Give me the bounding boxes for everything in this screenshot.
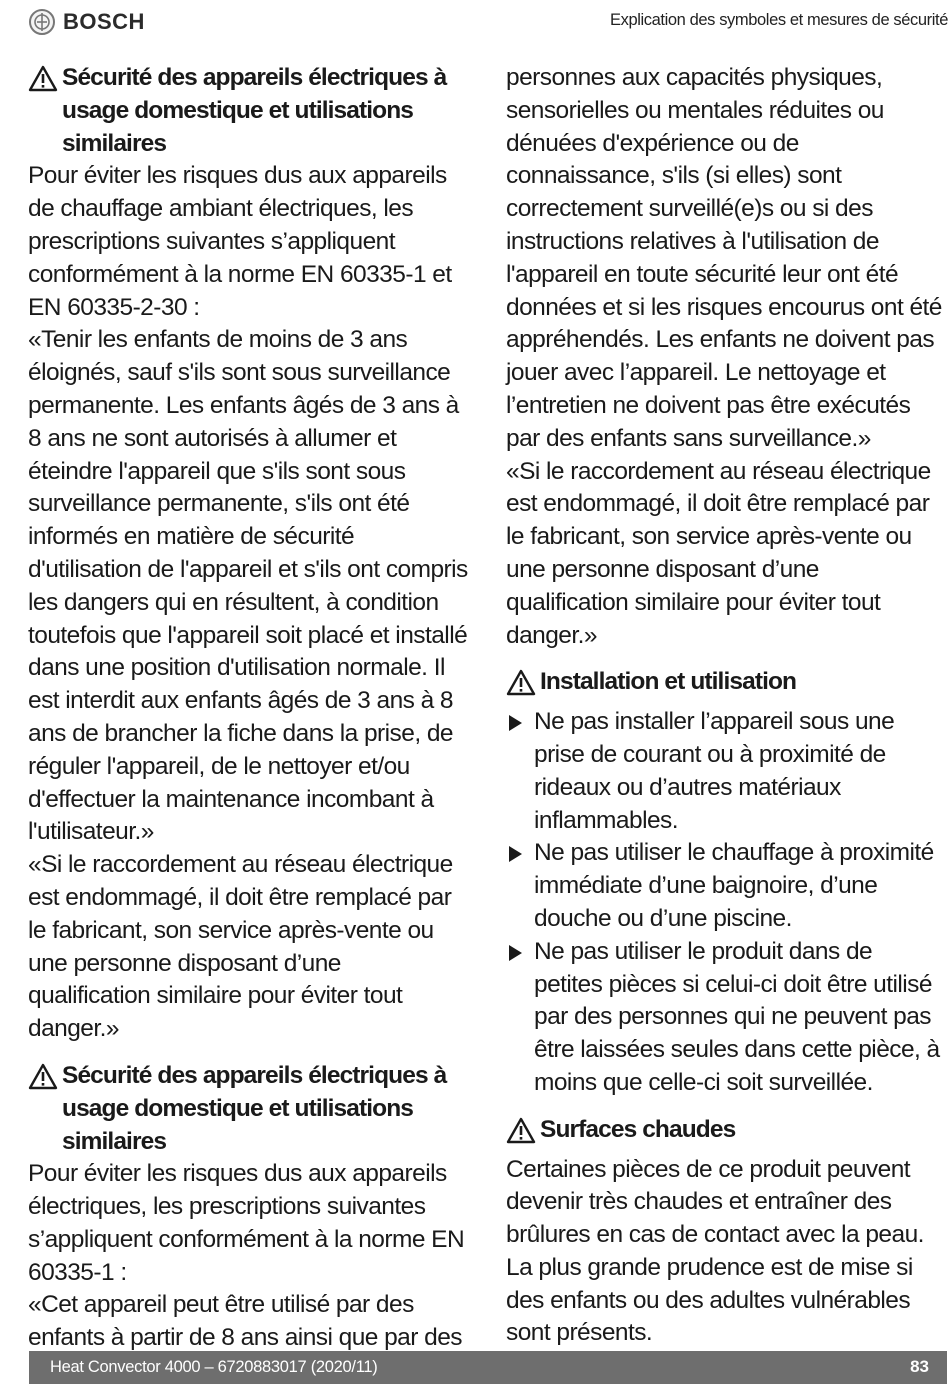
- section-electrical-safety-2: [28, 1060, 468, 1355]
- footer-document-info: Heat Convector 4000 – 6720883017 (2020/11): [50, 1358, 378, 1376]
- paragraph: Certaines pièces de ce produit peuvent devenir très chaudes et entraîner des brûlures en cas de contact avec la peau. La plus grande prudence est de mise si des enfants ou des adultes vulnérables sont présents.: [506, 1155, 924, 1347]
- page-footer: [29, 1351, 947, 1384]
- paragraph: «Cet appareil peut être utilisé par des enfants à partir de 8 ans ainsi que par des: [28, 1291, 462, 1352]
- list-item-text: Ne pas utiliser le chauffage à proximité immédiate d’une baignoire, d’une douche ou d’une piscine.: [534, 839, 934, 932]
- paragraph: personnes aux capacités physiques, sensorielles ou mentales réduites ou dénuées d'expérience ou de connaissance, s'ils (si elles) sont correctement surveillé(e)s ou si des instructions relatives à l'utilisation de l'appareil en toute sécurité leur ont été données et si les risques encourus ont été appréhendés. Les enfants ne doivent pas jouer avec l’appareil. Le nettoyage et l’entretien ne doivent pas être exécutés par des enfants sans surveillance.»: [506, 64, 942, 452]
- warning-triangle-icon: [506, 666, 540, 706]
- brand-logo: [29, 7, 145, 37]
- paragraph: Pour éviter les risques dus aux appareils de chauffage ambiant électriques, les prescriptions suivantes s’appliquent conformément à la norme EN 60335-1 et EN 60335-2-30 :: [28, 162, 452, 321]
- list-item: [506, 837, 946, 935]
- running-header-title: Explication des symboles et mesures de sécurité: [610, 11, 948, 29]
- paragraph: «Si le raccordement au réseau électrique est endommagé, il doit être remplacé par le fabricant, son service après-vente ou une personne disposant d’une qualification similaire pour éviter tout danger.»: [28, 851, 453, 1043]
- section-heading: [506, 666, 946, 706]
- triangle-bullet-icon: [509, 846, 522, 862]
- section-heading-text: Surfaces chaudes: [540, 1115, 736, 1143]
- page-number: 83: [910, 1357, 929, 1376]
- triangle-bullet-icon: [509, 715, 522, 731]
- bosch-logo-icon: [29, 9, 55, 35]
- section-installation-use: [506, 666, 946, 1099]
- brand-name: BOSCH: [63, 9, 145, 34]
- triangle-bullet-icon: [509, 945, 522, 961]
- right-column: [506, 62, 946, 1364]
- section-electrical-safety-2-continued: [506, 62, 946, 652]
- section-heading: [28, 62, 468, 160]
- left-column: [28, 62, 468, 1369]
- paragraph: «Si le raccordement au réseau électrique est endommagé, il doit être remplacé par le fabricant, son service après-vente ou une personne disposant d’une qualification similaire pour éviter tout danger.»: [506, 457, 931, 649]
- list-item-text: Ne pas utiliser le produit dans de petites pièces si celui-ci doit être utilisé par des personnes qui ne peuvent pas être laissées seules dans cette pièce, à moins que celle-ci soit surveillée.: [534, 937, 940, 1096]
- section-heading: [28, 1060, 468, 1158]
- list-item: [506, 936, 946, 1100]
- warning-triangle-icon: [28, 62, 62, 102]
- list-item: [506, 706, 946, 837]
- warning-triangle-icon: [28, 1060, 62, 1100]
- instruction-list: [506, 706, 946, 1100]
- section-heading-text: Sécurité des appareils électriques à usage domestique et utilisations similaires: [62, 1061, 447, 1155]
- warning-triangle-icon: [506, 1114, 540, 1154]
- section-electrical-safety-1: [28, 62, 468, 1046]
- section-heading-text: Sécurité des appareils électriques à usage domestique et utilisations similaires: [62, 64, 447, 157]
- list-item-text: Ne pas installer l’appareil sous une prise de courant ou à proximité de rideaux ou d’autres matériaux inflammables.: [534, 708, 895, 834]
- section-hot-surfaces: [506, 1114, 946, 1351]
- paragraph: «Tenir les enfants de moins de 3 ans éloignés, sauf s'ils sont sous surveillance permanente. Les enfants âgés de 3 ans à 8 ans ne sont autorisés à allumer et éteindre l'appareil que s'ils sont sous surveillance permanente, s'ils ont été informés en matière de sécurité d'utilisation de l'appareil et s'ils ont compris les dangers qui en résultent, à condition toutefois que l'appareil soit placé et installé dans une position d'utilisation normale. Il est interdit aux enfants âgés de 3 ans à 8 ans de brancher la fiche dans la prise, de réguler l'appareil, de le nettoyer et/ou d'effectuer la maintenance incombant à l'utilisateur.»: [28, 326, 468, 846]
- page-header: [0, 0, 950, 44]
- paragraph: Pour éviter les risques dus aux appareils électriques, les prescriptions suivantes s’appliquent conformément à la norme EN 60335-1 :: [28, 1160, 465, 1286]
- section-heading: [506, 1114, 946, 1154]
- section-heading-text: Installation et utilisation: [540, 668, 797, 696]
